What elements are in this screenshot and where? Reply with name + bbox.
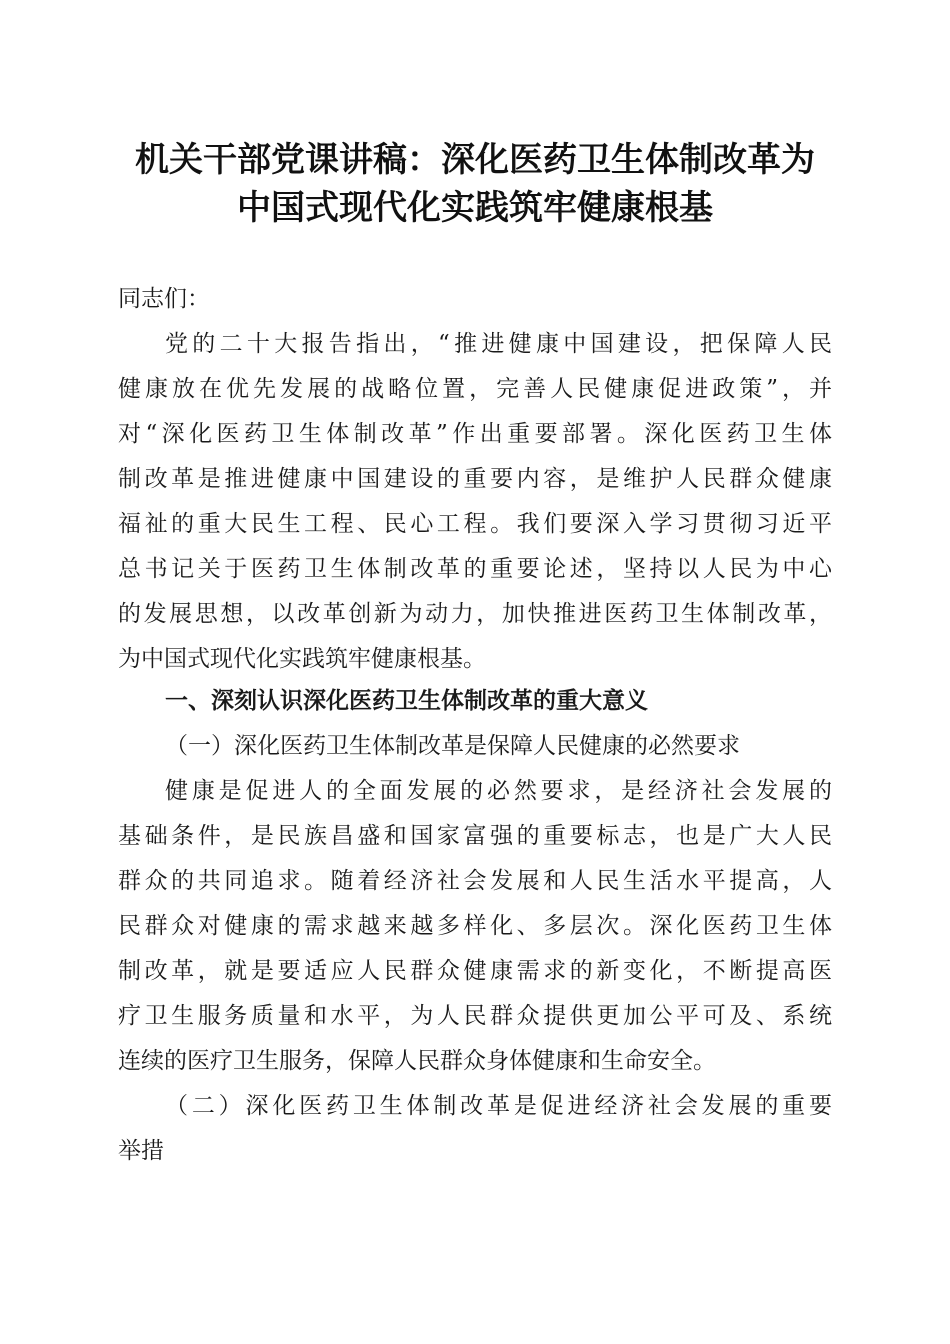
section-1-heading: 一、深刻认识深化医药卫生体制改革的重大意义 [165,688,648,714]
paragraph-2-line: 基础条件，是民族昌盛和国家富强的重要标志，也是广大人民 [118,823,832,849]
subsection-2-heading-line: （二）深化医药卫生体制改革是促进经济社会发展的重要 [165,1093,832,1119]
document-title-line-2: 中国式现代化实践筑牢健康根基 [237,188,713,228]
paragraph-1-line: 福祉的重大民生工程、民心工程。我们要深入学习贯彻习近平 [118,511,832,537]
paragraph-2-line: 群众的共同追求。随着经济社会发展和人民生活水平提高，人 [118,868,832,894]
paragraph-1-line: 对“深化医药卫生体制改革”作出重要部署。深化医药卫生体 [118,421,832,447]
subsection-1-heading: （一）深化医药卫生体制改革是保障人民健康的必然要求 [165,733,740,759]
paragraph-1-line: 党的二十大报告指出，“推进健康中国建设，把保障人民 [165,331,832,357]
paragraph-1-line: 制改革是推进健康中国建设的重要内容，是维护人民群众健康 [118,466,832,492]
paragraph-2-line: 健康是促进人的全面发展的必然要求，是经济社会发展的 [165,778,832,804]
paragraph-1-line: 的发展思想，以改革创新为动力，加快推进医药卫生体制改革， [118,601,832,627]
paragraph-1-line: 总书记关于医药卫生体制改革的重要论述，坚持以人民为中心 [118,556,832,582]
paragraph-1-line: 健康放在优先发展的战略位置，完善人民健康促进政策”，并 [118,376,832,402]
paragraph-2-line: 连续的医疗卫生服务，保障人民群众身体健康和生命安全。 [118,1048,716,1074]
paragraph-2-line: 疗卫生服务质量和水平，为人民群众提供更加公平可及、系统 [118,1003,832,1029]
paragraph-2-line: 制改革，就是要适应人民群众健康需求的新变化，不断提高医 [118,958,832,984]
salutation: 同志们： [118,286,210,312]
paragraph-1-line: 为中国式现代化实践筑牢健康根基。 [118,646,486,672]
paragraph-2-line: 民群众对健康的需求越来越多样化、多层次。深化医药卫生体 [118,913,832,939]
subsection-2-heading-line: 举措 [118,1138,164,1164]
document-title-line-1: 机关干部党课讲稿：深化医药卫生体制改革为 [135,140,815,180]
